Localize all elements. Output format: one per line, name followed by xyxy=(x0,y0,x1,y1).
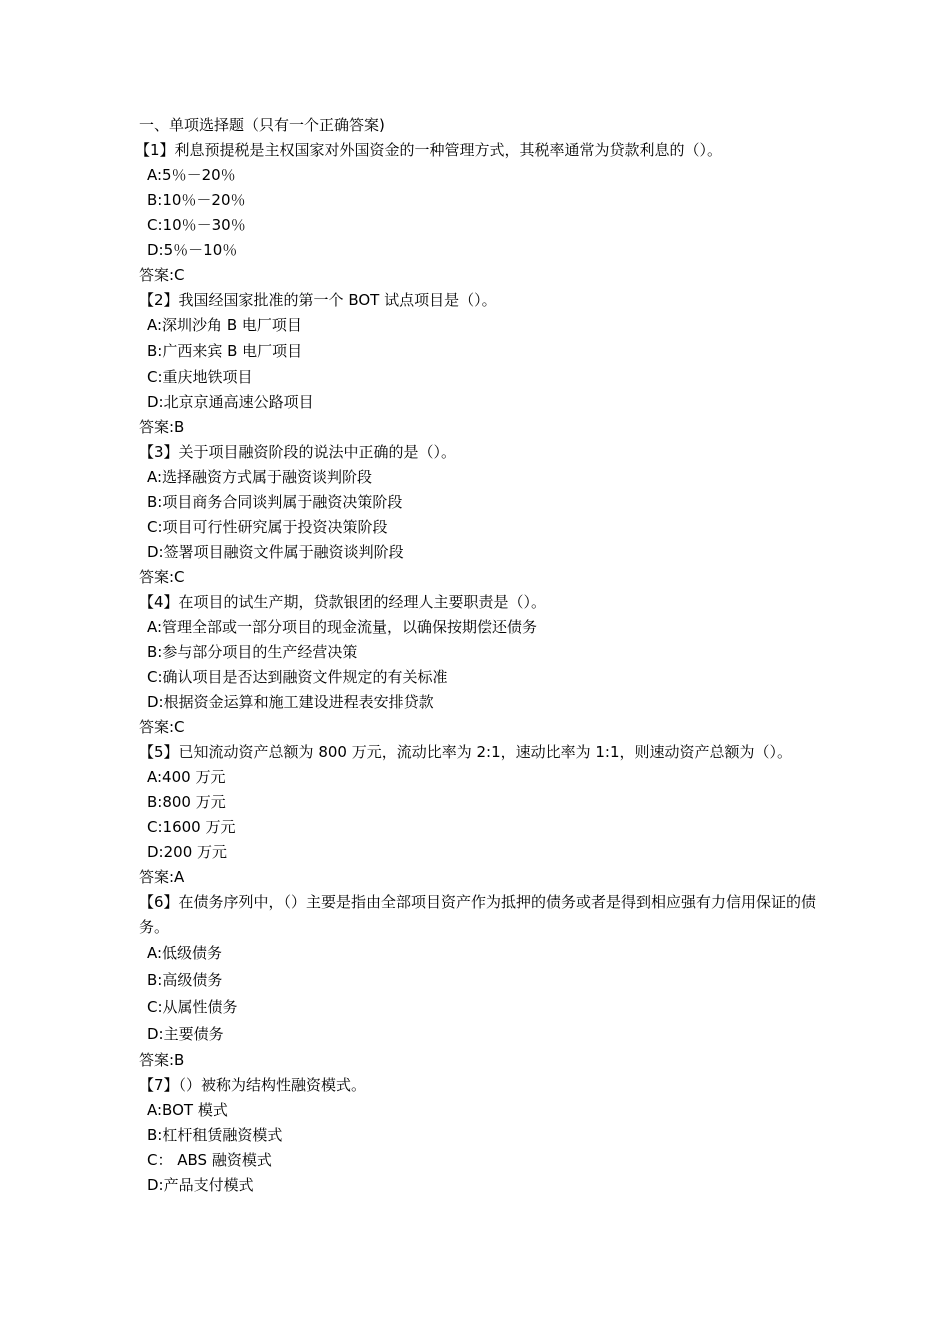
option-b: B:广西来宾 B 电厂项目 xyxy=(147,342,303,360)
option-c: C： ABS 融资模式 xyxy=(147,1151,272,1169)
option-b: B:杠杆租赁融资模式 xyxy=(147,1126,283,1144)
question-4 xyxy=(139,590,819,740)
question-3 xyxy=(139,440,819,590)
option-b: B:10％－20％ xyxy=(147,191,246,209)
option-b: B:参与部分项目的生产经营决策 xyxy=(147,643,358,661)
question-stem: 【5】已知流动资产总额为 800 万元，流动比率为 2:1，速动比率为 1:1，则速动资产总额为（）。 xyxy=(139,743,793,761)
option-c: C:项目可行性研究属于投资决策阶段 xyxy=(147,518,388,536)
answer: 答案:C xyxy=(139,718,185,736)
option-b: B:高级债务 xyxy=(147,971,223,989)
option-a: A:低级债务 xyxy=(147,944,223,962)
question-stem: 【2】我国经国家批准的第一个 BOT 试点项目是（）。 xyxy=(139,291,497,309)
option-d: D:5％－10％ xyxy=(147,241,238,259)
option-a: A:5％－20％ xyxy=(147,166,236,184)
option-b: B:800 万元 xyxy=(147,793,226,811)
section-title: 一、单项选择题（只有一个正确答案) xyxy=(139,116,385,134)
answer: 答案:B xyxy=(139,418,185,436)
option-c: C:从属性债务 xyxy=(147,998,238,1016)
question-2 xyxy=(139,288,819,440)
question-6 xyxy=(139,890,819,1073)
option-a: A:深圳沙角 B 电厂项目 xyxy=(147,316,302,334)
question-stem: 【3】关于项目融资阶段的说法中正确的是（）。 xyxy=(139,443,457,461)
option-d: D:北京京通高速公路项目 xyxy=(147,393,314,411)
question-stem: 【7】（）被称为结构性融资模式。 xyxy=(139,1076,367,1094)
option-d: D:签署项目融资文件属于融资谈判阶段 xyxy=(147,543,404,561)
question-1 xyxy=(135,138,819,288)
question-stem: 【1】利息预提税是主权国家对外国资金的一种管理方式，其税率通常为贷款利息的（）。 xyxy=(135,141,723,159)
answer: 答案:C xyxy=(139,568,185,586)
option-c: C:10％－30％ xyxy=(147,216,246,234)
question-stem: 【4】在项目的试生产期，贷款银团的经理人主要职责是（）。 xyxy=(139,593,547,611)
option-b: B:项目商务合同谈判属于融资决策阶段 xyxy=(147,493,403,511)
option-a: A:BOT 模式 xyxy=(147,1101,228,1119)
option-a: A:选择融资方式属于融资谈判阶段 xyxy=(147,468,373,486)
option-d: D:根据资金运算和施工建设进程表安排贷款 xyxy=(147,693,434,711)
option-d: D:产品支付模式 xyxy=(147,1176,254,1194)
option-c: C:重庆地铁项目 xyxy=(147,368,253,386)
option-d: D:200 万元 xyxy=(147,843,228,861)
document-page xyxy=(135,113,819,1198)
answer: 答案:C xyxy=(139,266,185,284)
option-c: C:1600 万元 xyxy=(147,818,236,836)
option-a: A:400 万元 xyxy=(147,768,226,786)
question-5 xyxy=(139,740,819,890)
option-d: D:主要债务 xyxy=(147,1025,224,1043)
option-a: A:管理全部或一部分项目的现金流量，以确保按期偿还债务 xyxy=(147,618,538,636)
answer: 答案:B xyxy=(139,1051,185,1069)
option-c: C:确认项目是否达到融资文件规定的有关标准 xyxy=(147,668,448,686)
question-7 xyxy=(139,1073,819,1198)
answer: 答案:A xyxy=(139,868,185,886)
question-stem: 【6】在债务序列中，（）主要是指由全部项目资产作为抵押的债务或者是得到相应强有力信用保证的债务。 xyxy=(139,893,817,936)
